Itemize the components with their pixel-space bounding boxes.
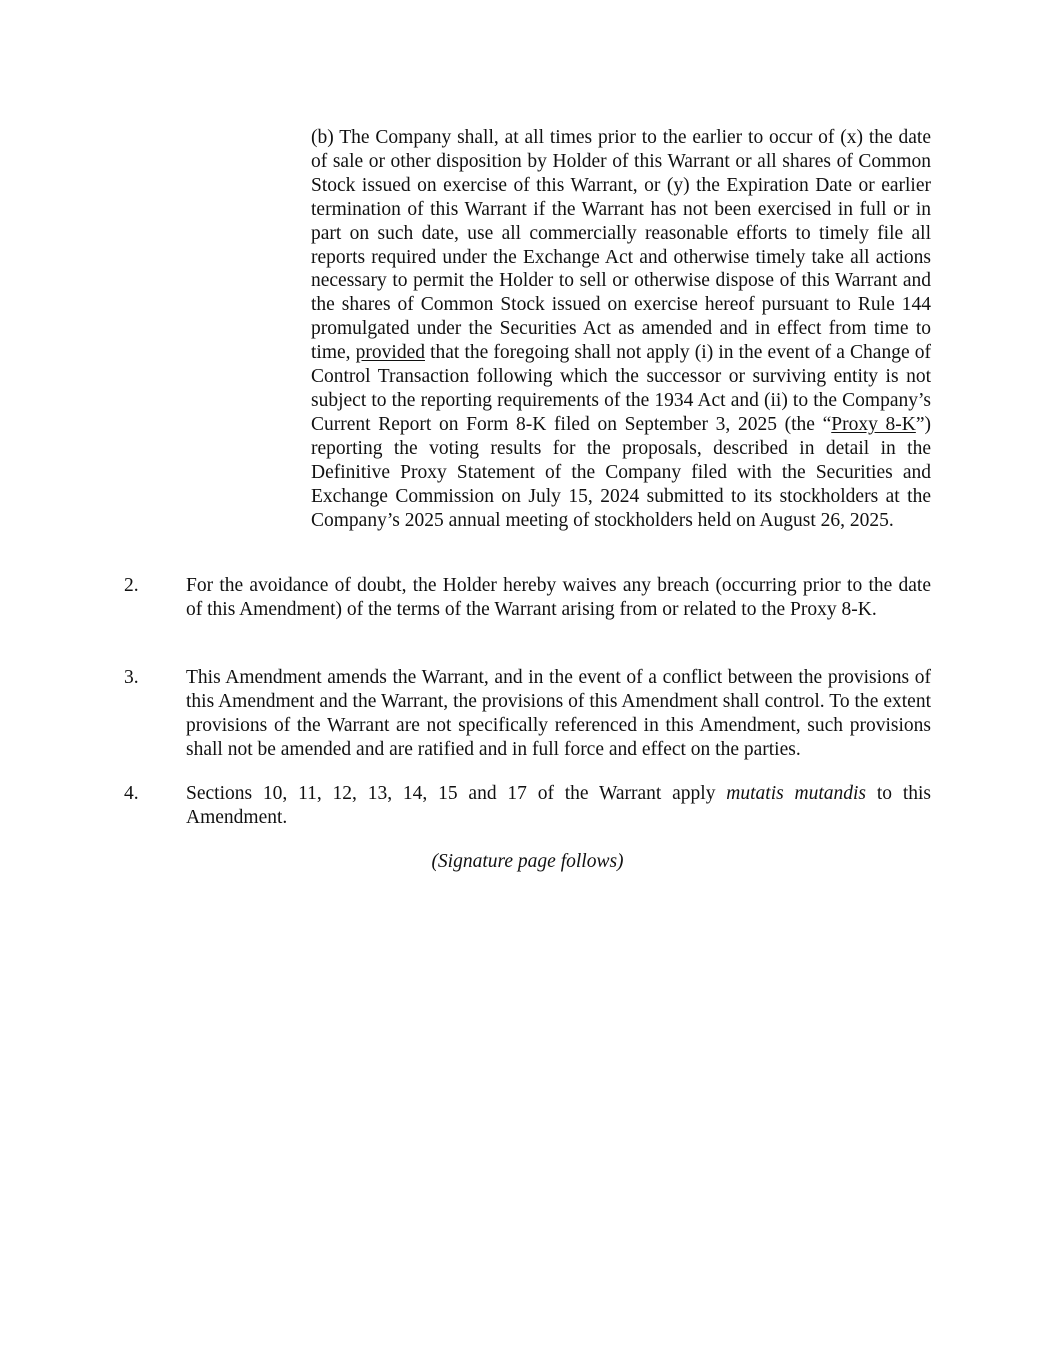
- item-text-after: to this Amendment.: [186, 783, 931, 828]
- paragraph-b-text-1: (b) The Company shall, at all times prior to the earlier to occur of (x) the date of sale or other disposition by Holder of this Warrant or all shares of Common Stock issued on exercise of this Warrant, or (y) the Expiration Date or earlier termination of this Warrant if the Warrant has not been exercised in full or in part on such date, use all commercially reasonable efforts to timely file all reports required under the Exchange Act and otherwise timely take all actions necessary to permit the Holder to sell or otherwise dispose of this Warrant and the shares of Common Stock issued on exercise hereof pursuant to Rule 144 promulgated under the Securities Act as amended and in effect from time to time,: [311, 127, 931, 364]
- item-text-before: Sections 10, 11, 12, 13, 14, 15 and 17 of the Warrant apply: [186, 783, 727, 804]
- section-item-4: [124, 782, 931, 830]
- signature-page-note: (Signature page follows): [431, 851, 624, 872]
- item-number: 2.: [124, 575, 139, 596]
- mutatis-mutandis-italic: mutatis mutandis: [726, 783, 867, 804]
- item-text: [186, 782, 931, 830]
- item-number: 3.: [124, 667, 139, 688]
- paragraph-b: [311, 126, 931, 532]
- item-number: 4.: [124, 783, 139, 804]
- item-text: For the avoidance of doubt, the Holder hereby waives any breach (occurring prior to the date of this Amendment) of the terms of the Warrant arising from or related to the Proxy 8-K.: [186, 575, 931, 620]
- provided-term: provided: [355, 342, 425, 364]
- section-item-3: [124, 666, 931, 762]
- paragraph-b-text-3: ”) reporting the voting results for the proposals, described in detail in the Definitive Proxy Statement of the Company filed with the Securities and Exchange Commission on July 15, 2024 submitted to its stockholders at the Company’s 2025 annual meeting of stockholders held on August 26, 2025.: [311, 413, 931, 531]
- item-text: This Amendment amends the Warrant, and in the event of a conflict between the provisions of this Amendment and the Warrant, the provisions of this Amendment shall control. To the extent provisions of the Warrant are not specifically referenced in this Amendment, such provisions shall not be amended and are ratified and in full force and effect on the parties.: [186, 667, 931, 760]
- proxy-8k-defined-term: Proxy 8-K: [831, 413, 916, 435]
- paragraph-b-text-2: that the foregoing shall not apply (i) in the event of a Change of Control Transaction following which the successor or surviving entity is not subject to the reporting requirements of the 1934 Act and (ii) to the Company’s Current Report on Form 8-K filed on September 3, 2025 (the “: [311, 342, 931, 435]
- section-item-2: [124, 574, 931, 622]
